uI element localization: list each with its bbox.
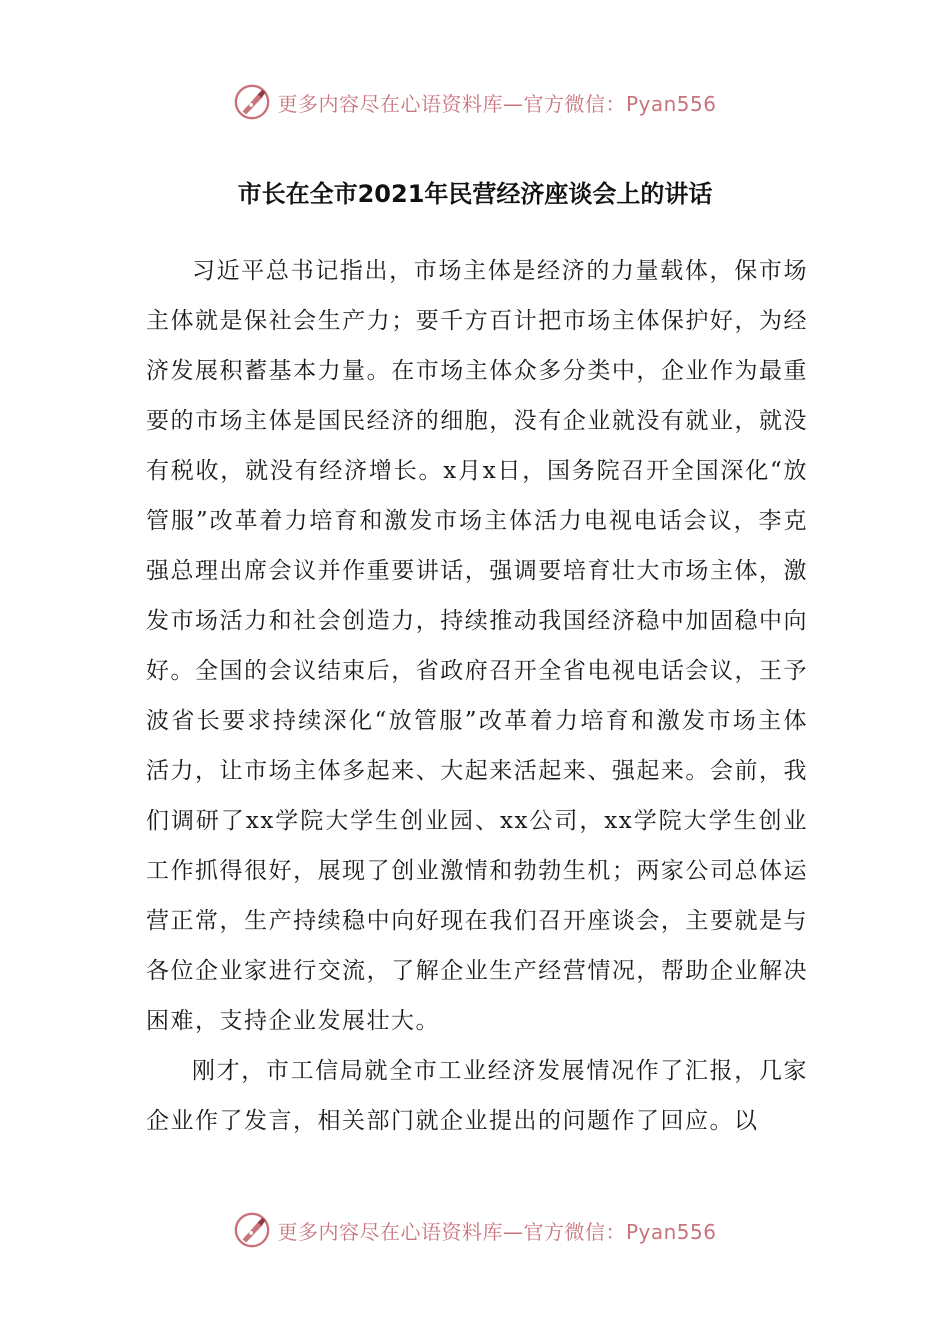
- document-title: 市长在全市2021年民营经济座谈会上的讲话: [237, 180, 713, 208]
- document-body: [146, 246, 808, 1146]
- header-banner-text: 更多内容尽在心语资料库—官方微信：Pyan556: [277, 91, 717, 116]
- footer-banner-text: 更多内容尽在心语资料库—官方微信：Pyan556: [277, 1219, 717, 1244]
- pen-nib-logo-icon: [233, 1211, 271, 1249]
- header-banner: [0, 78, 950, 126]
- pen-nib-logo-icon: [233, 83, 271, 121]
- footer-banner: [0, 1206, 950, 1254]
- paragraph: 习近平总书记指出，市场主体是经济的力量载体，保市场主体就是保社会生产力；要千方百计把市场主体保护好，为经济发展积蓄基本力量。在市场主体众多分类中，企业作为最重要的市场主体是国民经济的细胞，没有企业就没有就业，就没有税收，就没有经济增长。x月x日，国务院召开全国深化“放管服”改革着力培育和激发市场主体活力电视电话会议，李克强总理出席会议并作重要讲话，强调要培育壮大市场主体，激发市场活力和社会创造力，持续推动我国经济稳中加固稳中向好。全国的会议结束后，省政府召开全省电视电话会议，王予波省长要求持续深化“放管服”改革着力培育和激发市场主体活力，让市场主体多起来、大起来活起来、强起来。会前，我们调研了xx学院大学生创业园、xx公司，xx学院大学生创业工作抓得很好，展现了创业激情和勃勃生机；两家公司总体运营正常，生产持续稳中向好现在我们召开座谈会，主要就是与各位企业家进行交流，了解企业生产经营情况，帮助企业解决困难，支持企业发展壮大。: [146, 258, 808, 1034]
- paragraph: 刚才，市工信局就全市工业经济发展情况作了汇报，几家企业作了发言，相关部门就企业提出的问题作了回应。以: [146, 1058, 808, 1134]
